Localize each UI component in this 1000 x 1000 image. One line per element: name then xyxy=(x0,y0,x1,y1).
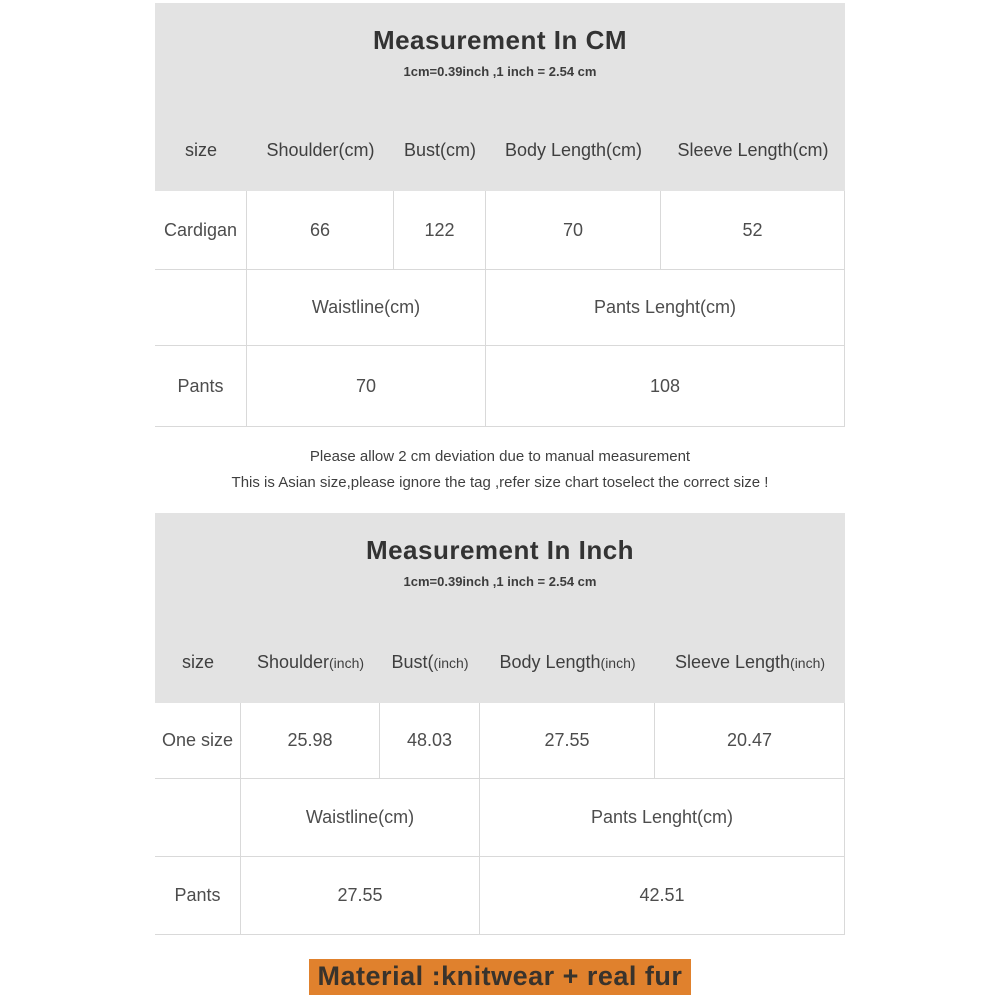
inch-one-size-sleeve-length: 20.47 xyxy=(655,703,845,778)
cm-cardigan-bust: 122 xyxy=(394,191,486,269)
cm-pants-length: 108 xyxy=(486,346,845,426)
inch-one-size-shoulder: 25.98 xyxy=(241,703,380,778)
cm-cardigan-label: Cardigan xyxy=(155,191,247,269)
inch-col-body-length-label: Body Length xyxy=(499,652,601,672)
inch-col-sleeve-length-label: Sleeve Length xyxy=(674,652,791,672)
note-asian-size: This is Asian size,please ignore the tag ,refer size chart toselect the correct size ! xyxy=(231,474,769,491)
measurement-notes xyxy=(155,427,845,513)
inch-row-pants-header xyxy=(155,779,845,857)
cm-col-sleeve-length: Sleeve Length(cm) xyxy=(677,140,829,160)
cm-waistline-header: Waistline(cm) xyxy=(247,270,486,345)
cm-col-size: size xyxy=(184,140,217,160)
cm-pants-label: Pants xyxy=(155,346,247,426)
cm-col-bust: Bust(cm) xyxy=(404,140,476,160)
inch-col-body-length xyxy=(480,652,655,673)
inch-col-shoulder-unit: (inch) xyxy=(329,655,365,671)
cm-col-body-length: Body Length(cm) xyxy=(504,140,643,160)
note-deviation: Please allow 2 cm deviation due to manual measurement xyxy=(309,448,691,465)
inch-waistline-header: Waistline(cm) xyxy=(241,779,480,856)
inch-measurement-table xyxy=(155,513,845,935)
material-highlight: Material :knitwear + real fur xyxy=(309,959,692,995)
cm-cardigan-body-length: 70 xyxy=(486,191,661,269)
material-line xyxy=(0,959,1000,995)
inch-col-size xyxy=(155,652,241,673)
cm-row-cardigan xyxy=(155,191,845,270)
inch-pants-length-header: Pants Lenght(cm) xyxy=(480,779,845,856)
inch-one-size-bust: 48.03 xyxy=(380,703,480,778)
cm-row-pants xyxy=(155,346,845,427)
inch-col-sleeve-length-unit: (inch) xyxy=(790,655,826,671)
inch-one-size-label: One size xyxy=(155,703,241,778)
cm-row-pants-header xyxy=(155,270,845,346)
inch-col-size-label: size xyxy=(181,652,214,672)
inch-pants-waistline: 27.55 xyxy=(241,857,480,934)
inch-col-sleeve-length xyxy=(655,652,845,673)
inch-pants-length: 42.51 xyxy=(480,857,845,934)
cm-table-title: Measurement In CM xyxy=(372,25,628,55)
inch-pants-header-empty xyxy=(155,779,241,856)
inch-col-shoulder xyxy=(241,652,380,673)
cm-table-header xyxy=(155,3,845,191)
cm-table-subtitle: 1cm=0.39inch ,1 inch = 2.54 cm xyxy=(403,64,597,79)
inch-col-bust-label: Bust( xyxy=(391,652,434,672)
cm-cardigan-shoulder: 66 xyxy=(247,191,394,269)
inch-table-header xyxy=(155,513,845,703)
inch-col-bust-unit: (inch) xyxy=(433,655,469,671)
cm-pants-waistline: 70 xyxy=(247,346,486,426)
inch-one-size-body-length: 27.55 xyxy=(480,703,655,778)
inch-table-title: Measurement In Inch xyxy=(365,535,635,565)
inch-column-header-row xyxy=(155,652,845,673)
inch-table-subtitle: 1cm=0.39inch ,1 inch = 2.54 cm xyxy=(403,574,597,589)
cm-cardigan-sleeve-length: 52 xyxy=(661,191,845,269)
inch-row-one-size xyxy=(155,703,845,779)
cm-pants-length-header: Pants Lenght(cm) xyxy=(486,270,845,345)
inch-col-body-length-unit: (inch) xyxy=(600,655,636,671)
cm-measurement-table xyxy=(155,3,845,513)
inch-col-shoulder-label: Shoulder xyxy=(256,652,330,672)
inch-col-bust xyxy=(380,652,480,673)
cm-col-shoulder: Shoulder(cm) xyxy=(266,140,375,160)
cm-column-header-row xyxy=(155,140,845,161)
cm-pants-header-empty xyxy=(155,270,247,345)
inch-pants-label: Pants xyxy=(155,857,241,934)
inch-row-pants xyxy=(155,857,845,935)
